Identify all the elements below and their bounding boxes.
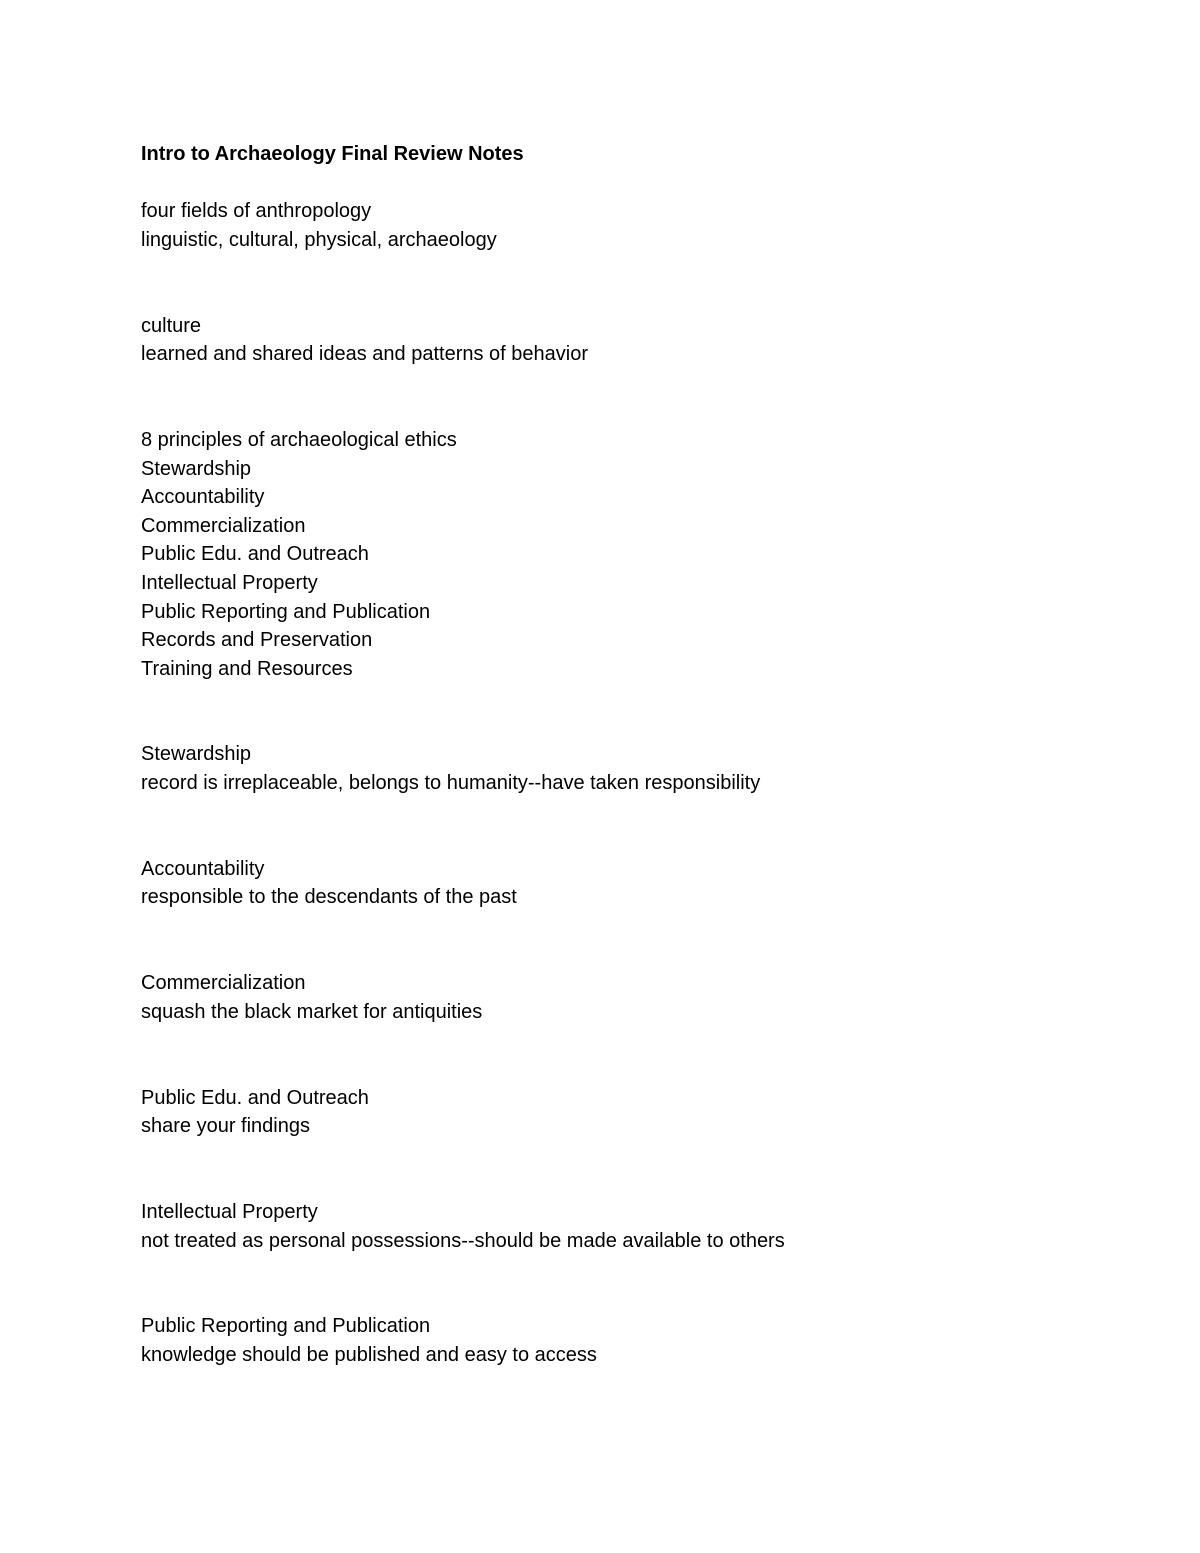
section-heading: culture: [141, 314, 202, 337]
section-line: learned and shared ideas and patterns of behavior: [141, 343, 588, 366]
section-public-reporting: [141, 1312, 1141, 1369]
section-line: linguistic, cultural, physical, archaeology: [141, 228, 497, 251]
section-heading: Intellectual Property: [141, 1200, 318, 1223]
principle-item: Records and Preservation: [141, 629, 373, 652]
spacer: [141, 169, 1141, 198]
spacer: [141, 1026, 1141, 1083]
section-line: share your findings: [141, 1115, 310, 1138]
section-heading: Public Edu. and Outreach: [141, 1086, 369, 1109]
section-line: knowledge should be published and easy to access: [141, 1343, 597, 1366]
principle-item: Training and Resources: [141, 657, 353, 680]
section-intellectual-property: [141, 1198, 1141, 1255]
spacer: [141, 683, 1141, 740]
section-heading: 8 principles of archaeological ethics: [141, 428, 457, 451]
principle-item: Public Reporting and Publication: [141, 600, 431, 623]
section-heading: four fields of anthropology: [141, 200, 372, 223]
section-ethics-principles: [141, 426, 1141, 683]
principle-item: Intellectual Property: [141, 571, 318, 594]
spacer: [141, 798, 1141, 855]
section-four-fields: [141, 197, 1141, 254]
document-title: Intro to Archaeology Final Review Notes: [141, 143, 524, 165]
spacer: [141, 1255, 1141, 1312]
section-line: record is irreplaceable, belongs to humanity--have taken responsibility: [141, 772, 761, 795]
section-public-edu: [141, 1084, 1141, 1141]
principle-item: Commercialization: [141, 514, 306, 537]
spacer: [141, 1141, 1141, 1198]
document-page: [141, 140, 1141, 1370]
section-commercialization: [141, 969, 1141, 1026]
section-heading: Public Reporting and Publication: [141, 1315, 431, 1338]
principle-item: Accountability: [141, 486, 265, 509]
section-heading: Commercialization: [141, 972, 306, 995]
spacer: [141, 912, 1141, 969]
section-heading: Accountability: [141, 857, 265, 880]
spacer: [141, 254, 1141, 311]
spacer: [141, 369, 1141, 426]
section-stewardship: [141, 740, 1141, 797]
section-heading: Stewardship: [141, 743, 252, 766]
section-line: responsible to the descendants of the past: [141, 886, 517, 909]
section-line: squash the black market for antiquities: [141, 1000, 483, 1023]
section-culture: [141, 312, 1141, 369]
section-accountability: [141, 855, 1141, 912]
principle-item: Stewardship: [141, 457, 252, 480]
principle-item: Public Edu. and Outreach: [141, 543, 369, 566]
section-line: not treated as personal possessions--should be made available to others: [141, 1229, 785, 1252]
